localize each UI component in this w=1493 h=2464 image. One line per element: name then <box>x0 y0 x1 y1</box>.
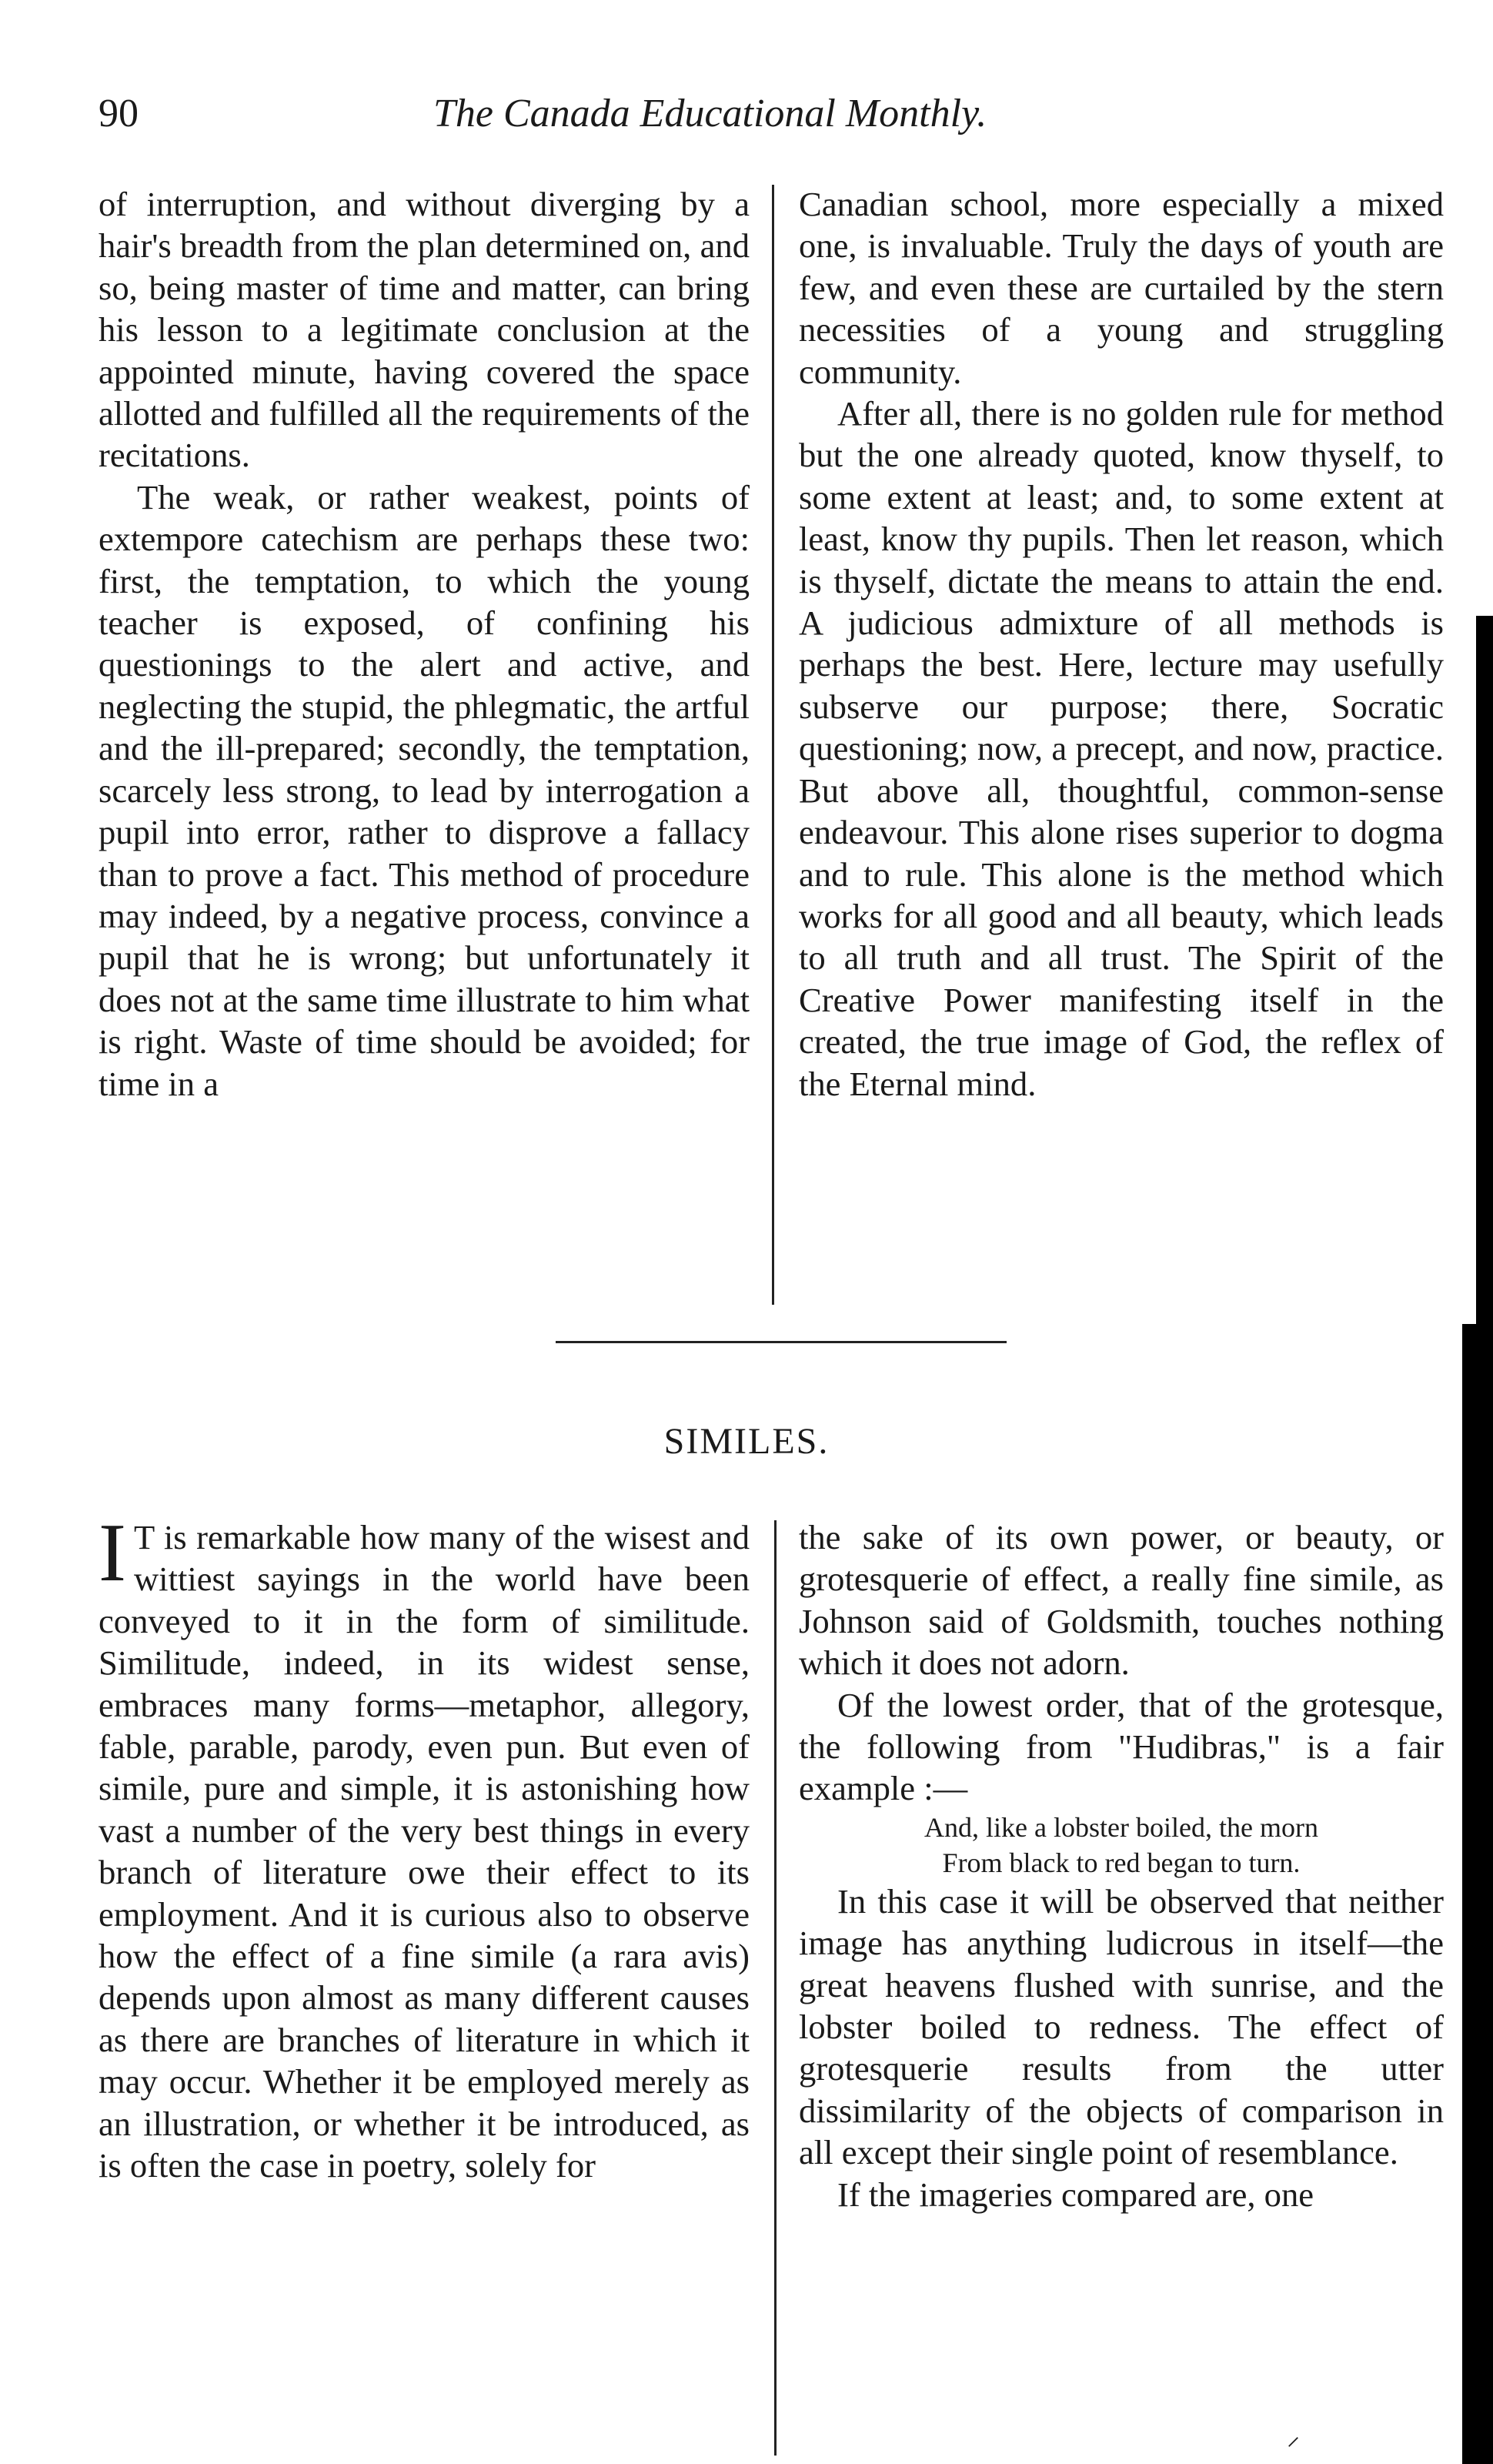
paragraph: the sake of its own power, or beauty, or grotesquerie of effect, a really fine simile, as Johnson said of Goldsmith, touches nothing which it does not adorn. <box>799 1518 1444 1683</box>
paragraph: Canadian school, more especially a mixed one, is invaluable. Truly the days of youth are few, and even these are curtailed by the stern necessities of a young and struggling community. <box>799 185 1444 391</box>
article-one-left-column <box>99 183 750 1105</box>
verse-line: From black to red began to turn. <box>942 1847 1301 1878</box>
scan-border <box>1476 616 1493 1332</box>
verse-quote <box>799 1810 1444 1881</box>
column-divider <box>774 1520 777 2456</box>
page-number: 90 <box>99 92 139 135</box>
article-one-right-column <box>799 183 1444 1105</box>
paragraph <box>99 1507 750 2187</box>
article-two-left-column <box>99 1507 750 2187</box>
printer-mark: ⸝ <box>1287 2422 1300 2451</box>
paragraph-text: T is remarkable how many of the wisest and wittiest sayings in the world have been conveyed to it in the form of similitude. Similitude, indeed, in its widest sense, embraces many forms—metaphor, allegory, fable, parable, parody, even pun. But even of simile, pure and simple, it is astonishing how vast a number of the very best things in every branch of literature owe their effect to its employment. And it is curious also to observe how the effect of a fine simile (a rara avis) depends upon almost as many different causes as there are branches of literature in which it may occur. Whether it be employed merely as an illustration, or whether it be introduced, as is often the case in poetry, solely for <box>99 1518 750 2185</box>
paragraph: Of the lowest order, that of the grotesque, the following from "Hudibras," is a fair example :— <box>799 1685 1444 1808</box>
paragraph: After all, there is no golden rule for method but the one already quoted, know thyself, to some extent at least; and, to some extent at least, know thy pupils. Then let reason, which is thyself, dictate the means to attain the end. A judicious admixture of all methods is perhaps the best. Here, lecture may usefully subserve our purpose; there, Socratic questioning; now, a precept, and now, practice. But above all, thoughtful, common-sense endeavour. This alone rises superior to dogma and to rule. This alone is the method which works for all good and all beauty, which leads to all truth and all trust. The Spirit of the Creative Power manifesting itself in the created, the true image of God, the reflex of the Eternal mind. <box>799 394 1444 1103</box>
column-divider <box>772 185 774 1305</box>
verse-line: And, like a lobster boiled, the morn <box>924 1811 1318 1843</box>
running-title: The Canada Educational Monthly. <box>433 92 987 135</box>
article-two-right-column <box>799 1516 1444 2215</box>
drop-cap: I <box>99 1507 126 1599</box>
article-title: SIMILES. <box>663 1421 830 1462</box>
page-header <box>99 91 1099 145</box>
scan-border <box>1462 1324 1493 2464</box>
paragraph: of interruption, and without diverging by a hair's breadth from the plan determined on, and so, being master of time and matter, can bring his lesson to a legitimate conclusion at the appointed minute, having covered the space allotted and fulfilled all the requirements of the recitations. <box>99 185 750 475</box>
section-divider <box>556 1341 1007 1343</box>
paragraph: In this case it will be observed that neither image has anything ludicrous in itself—the great heavens flushed with sunrise, and the lobster boiled to redness. The effect of grotesquerie results from the utter dissimilarity of the objects of comparison in all except their single point of resemblance. <box>799 1881 1444 2172</box>
paragraph: If the imageries compared are, one <box>837 2175 1314 2214</box>
paragraph: The weak, or rather weakest, points of extempore catechism are perhaps these two: first, the temptation, to which the young teacher is exposed, of confining his questionings to the alert and active, and neglecting the stupid, the phlegmatic, the artful and the ill-prepared; secondly, the temptation, scarcely less strong, to lead by interrogation a pupil into error, rather to disprove a fallacy than to prove a fact. This method of procedure may indeed, by a negative process, convince a pupil that he is wrong; but unfortunately it does not at the same time illustrate to him what is right. Waste of time should be avoided; for time in a <box>99 477 750 1103</box>
